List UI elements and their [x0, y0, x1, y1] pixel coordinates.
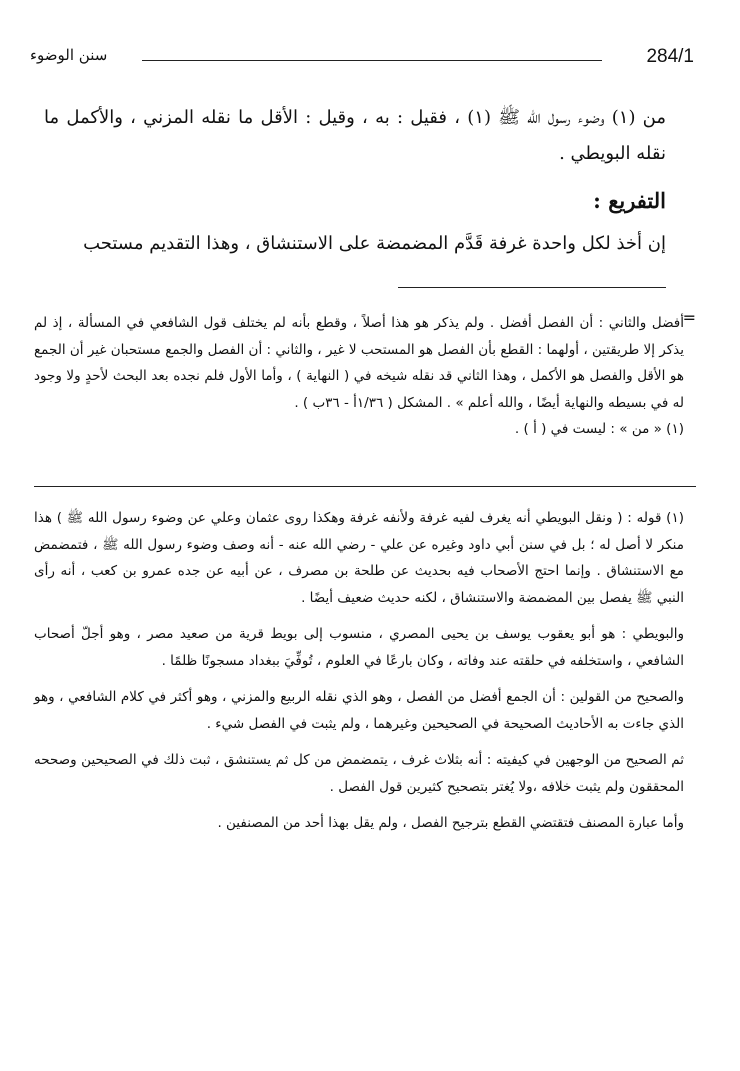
commentary-wajhayn: ثم الصحيح من الوجهين في كيفيته : أنه بثلاث غرف ، يتمضمض من كل ثم يستنشق ، ثبت ذلك في الصحيحين وصححه المحققون ولم يثبت خلافه ،ولا يُغتر بتصحيح كثيرين قول الفصل .	[34, 752, 684, 795]
commentary-notes	[34, 505, 684, 837]
footnote-continuation: أفضل والثاني : أن الفصل أفضل . ولم يذكر هو هذا أصلاً ، وقطع بأنه لم يختلف قول الشافعي في المسألة ، إذ لم يذكر إلا طريقتين ، أولهما : القطع بأن الفصل هو المستحب لا غير ، والثاني : أن الفصل والجمع مستحبان غير أن الجمع هو الأقل والفصل هو الأكمل ، وهذا الثاني قد نقله شيخه في ( النهاية ) ، وأما الأول فلم نجده بعد البحث لأحدٍ ولا وجود له في بسيطه والنهاية أيضًا ، والله أعلم » . المشكل ( ١/٣٦أ - ٣٦ب ) .	[34, 315, 684, 411]
section-heading: التفريع :	[593, 188, 666, 213]
footnote-1: (١) « من » : ليست في ( أ ) .	[514, 421, 684, 437]
commentary-note-1: (١) قوله : ( ونقل البويطي أنه يغرف لفيه غرفة ولأنفه غرفة وهكذا روى عثمان وعلي عن وضوء رسول الله ﷺ ) هذا منكر لا أصل له ؛ بل في سنن أبي داود وغيره عن علي - رضي الله عنه - أنه وصف وضوء رسول الله ﷺ ، فتمضمض مع الاستنشاق . وإنما احتج الأصحاب فيه بحديث عن طلحة بن مصرف ، عن أبيه عن جده عمرو بن كعب ، أنه رأى النبي ﷺ يفصل بين المضمضة والاستنشاق ، لكنه حديث ضعيف أيضًا .	[34, 510, 684, 606]
footnotes-top	[34, 310, 684, 443]
main-paragraph-1: من (١) وضوء رسول الله ﷺ (١) ، فقيل : به ، وقيل : الأقل ما نقله المزني ، والأكمل ما نقله البويطي .	[44, 107, 667, 164]
commentary-separator	[34, 486, 696, 487]
commentary-buwayti: والبويطي : هو أبو يعقوب يوسف بن يحيى المصري ، منسوب إلى بويط قرية من صعيد مصر ، وهو أجلّ أصحاب الشافعي ، واستخلفه في حلقته عند وفاته ، وكان بارعًا في العلوم ، تُوفِّيَ ببغداد مسجونًا ظلمًا .	[34, 626, 684, 669]
commentary-ibara: وأما عبارة المصنف فتقتضي القطع بترجيح الفصل ، ولم يقل بهذا أحد من المصنفين .	[217, 815, 684, 831]
page-header	[30, 46, 694, 76]
footnote-separator	[398, 287, 666, 288]
main-text-2	[44, 226, 666, 262]
main-paragraph-2: إن أخذ لكل واحدة غرفة قَدَّم المضمضة على الاستنشاق ، وهذا التقديم مستحب	[83, 233, 666, 254]
page-number: 284/1	[646, 46, 694, 67]
continuation-marker: =	[682, 308, 696, 327]
chapter-title: سنن الوضوء	[30, 46, 108, 64]
main-text	[44, 100, 666, 172]
commentary-sahih: والصحيح من القولين : أن الجمع أفضل من الفصل ، وهو الذي نقله الربيع والمزني ، وهو أكثر في كلام الشافعي ، وهو الذي جاءت به الأحاديث الصحيحة في الصحيحين وغيرهما ، ولم يثبت في الفصل شيء .	[34, 689, 684, 732]
header-rule	[142, 60, 602, 61]
